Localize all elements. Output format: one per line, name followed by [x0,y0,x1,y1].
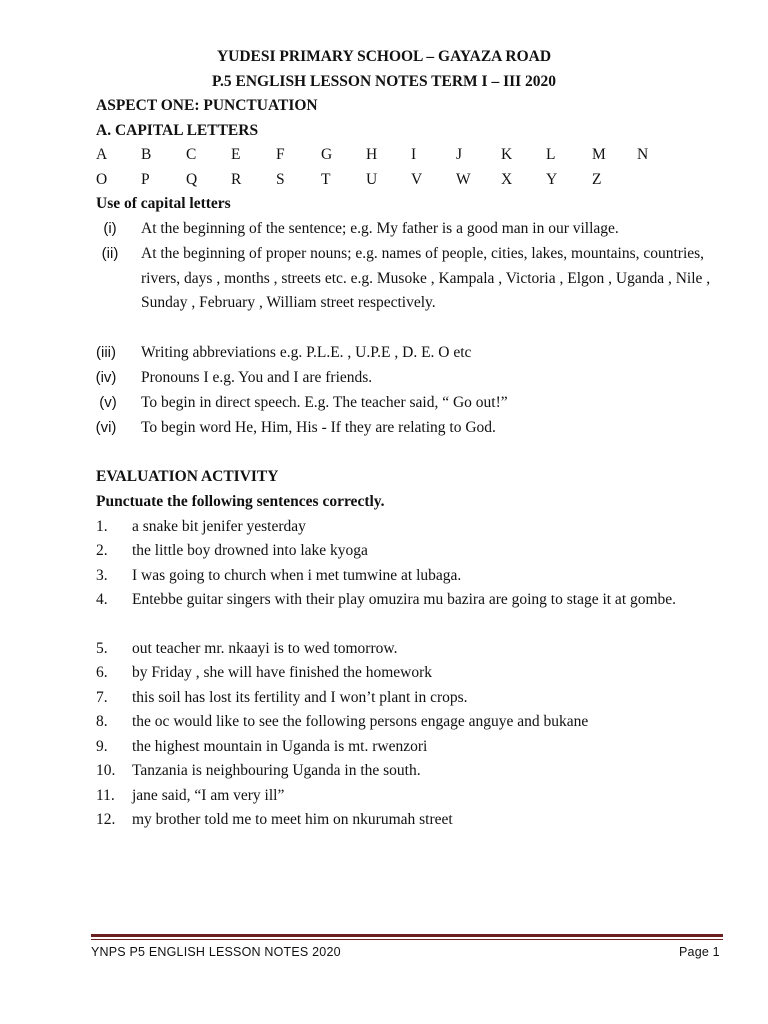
list-number: (iii) [96,344,116,361]
alphabet-letter: S [276,171,285,188]
list-number: (ii) [101,245,119,262]
list-item: jane said, “I am very ill” [132,787,285,804]
alphabet-letter: K [501,146,513,163]
list-number: (i) [103,220,117,237]
list-number: 12. [96,811,116,828]
list-item: the oc would like to see the following persons engage anguye and bukane [132,713,589,730]
list-number: 6. [96,664,108,681]
alphabet-letter: Q [186,171,198,188]
use-heading: Use of capital letters [96,195,231,212]
alphabet-letter: O [96,171,108,188]
list-number: (v) [99,394,117,411]
alphabet-letter: B [141,146,152,163]
alphabet-letter: T [321,171,331,188]
alphabet-letter: G [321,146,333,163]
evaluation-instruction: Punctuate the following sentences correctly. [96,493,385,510]
notes-title: P.5 ENGLISH LESSON NOTES TERM I – III 2020 [211,73,557,90]
list-number: 1. [96,518,108,535]
alphabet-letter: F [276,146,285,163]
list-number: 7. [96,689,108,706]
list-item: this soil has lost its fertility and I won’t plant in crops. [132,689,468,706]
alphabet-letter: H [366,146,378,163]
aspect-heading: ASPECT ONE: PUNCTUATION [96,97,318,114]
list-item: To begin in direct speech. E.g. The teacher said, “ Go out!” [141,394,508,411]
list-item: a snake bit jenifer yesterday [132,518,306,535]
list-number: 8. [96,713,108,730]
list-number: 3. [96,567,108,584]
list-item: my brother told me to meet him on nkurumah street [132,811,453,828]
alphabet-letter: Y [546,171,558,188]
list-item: At the beginning of proper nouns; e.g. names of people, cities, lakes, mountains, countries, rivers, days , months , streets etc. e.g. Musoke , Kampala , Victoria , Elgon , Uganda , Nile , Sunday , February , William street respectively. [141,245,711,311]
list-number: 2. [96,542,108,559]
alphabet-letter: E [231,146,241,163]
list-item: At the beginning of the sentence; e.g. My father is a good man in our village. [141,220,619,237]
alphabet-letter: M [592,146,606,163]
alphabet-letter: A [96,146,108,163]
list-number: (iv) [95,369,117,386]
alphabet-letter: P [141,171,150,188]
page-number: Page 1 [679,945,720,959]
alphabet-letter: I [411,146,417,163]
evaluation-heading: EVALUATION ACTIVITY [96,468,279,485]
list-item: the highest mountain in Uganda is mt. rwenzori [132,738,428,755]
list-number: 9. [96,738,108,755]
school-name: YUDESI PRIMARY SCHOOL – GAYAZA ROAD [216,48,552,65]
list-item: Writing abbreviations e.g. P.L.E. , U.P.E , D. E. O etc [141,344,472,361]
footer-title: YNPS P5 ENGLISH LESSON NOTES 2020 [91,945,341,959]
alphabet-letter: W [456,171,471,188]
list-item: by Friday , she will have finished the homework [132,664,433,681]
section-a-heading: A. CAPITAL LETTERS [96,122,259,139]
list-number: 11. [96,787,115,804]
list-number: 10. [96,762,116,779]
alphabet-letter: J [456,146,463,163]
list-number: 5. [96,640,108,657]
list-number: (vi) [95,419,117,436]
list-item: the little boy drowned into lake kyoga [132,542,368,559]
alphabet-letter: X [501,171,513,188]
alphabet-letter: Z [592,171,602,188]
alphabet-letter: N [637,146,649,163]
footer-rule [91,934,723,937]
alphabet-letter: U [366,171,378,188]
list-item: To begin word He, Him, His - If they are relating to God. [141,419,496,436]
footer-rule-thin [91,939,723,940]
list-item: Entebbe guitar singers with their play omuzira mu bazira are going to stage it at gombe. [132,591,677,608]
list-item: Tanzania is neighbouring Uganda in the south. [132,762,421,779]
list-item: Pronouns I e.g. You and I are friends. [141,369,373,386]
alphabet-letter: C [186,146,197,163]
alphabet-letter: L [546,146,556,163]
list-item: out teacher mr. nkaayi is to wed tomorrow. [132,640,398,657]
alphabet-letter: R [231,171,242,188]
list-item: I was going to church when i met tumwine at lubaga. [132,567,462,584]
alphabet-letter: V [411,171,423,188]
list-number: 4. [96,591,108,608]
